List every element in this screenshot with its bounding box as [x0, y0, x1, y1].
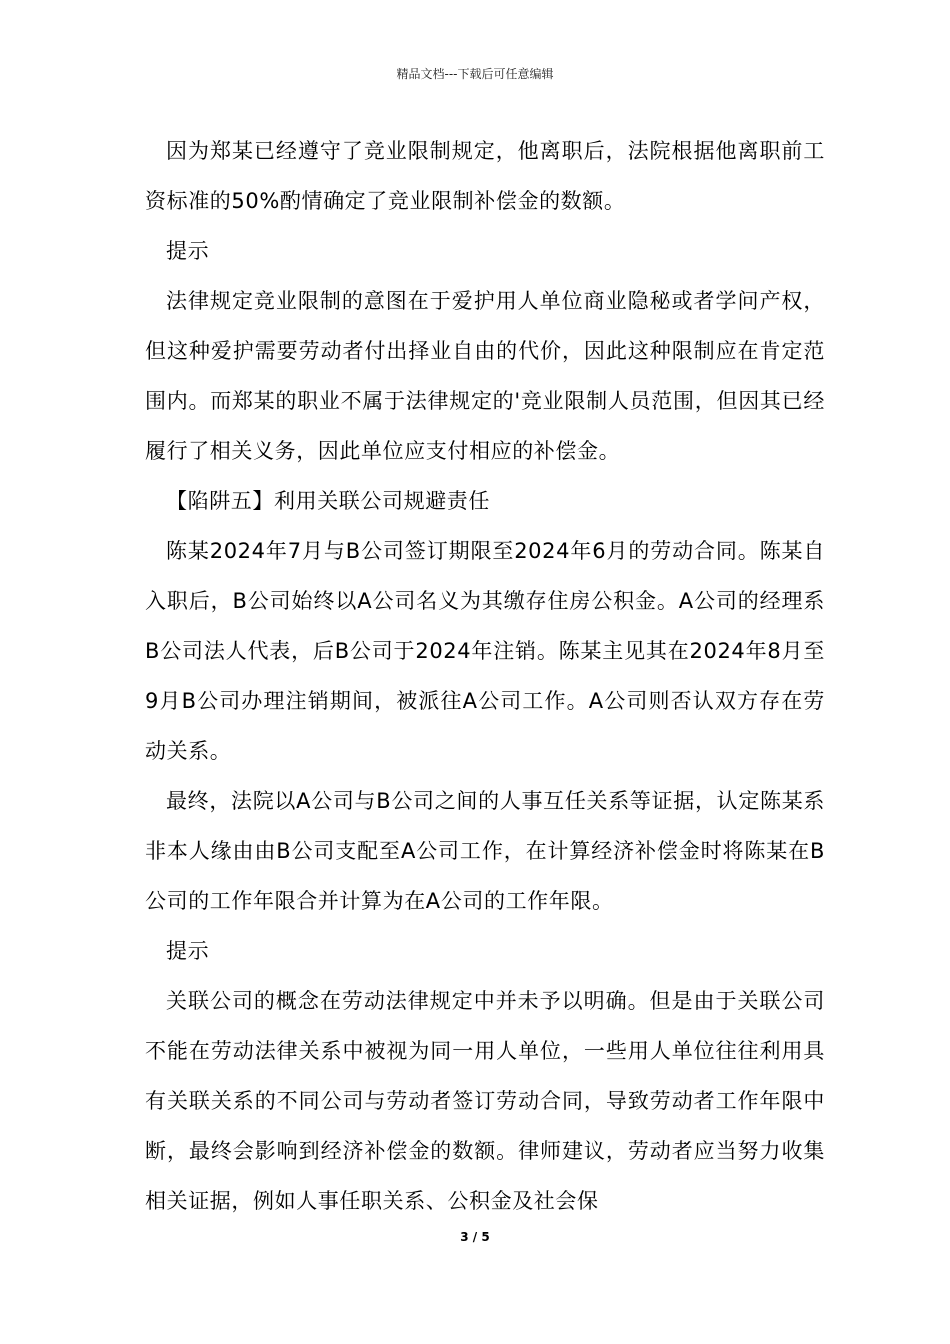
paragraph-affiliate-tip: 关联公司的概念在劳动法律规定中并未予以明确。但是由于关联公司不能在劳动法律关系中被视为同一用人单位，一些用人单位往往利用具有关联关系的不同公司与劳动者签订劳动合同，导致劳动者工作年限中断，最终会影响到经济补偿金的数额。律师建议，劳动者应当努力收集相关证据，例如人事任职关系、公积金及社会保: [145, 989, 825, 1213]
document-body: [145, 126, 825, 1226]
paragraph-chen-case: 陈某2024年7月与B公司签订期限至2024年6月的劳动合同。陈某自入职后，B公司始终以A公司名义为其缴存住房公积金。A公司的经理系B公司法人代表，后B公司于2024年注销。陈某主见其在2024年8月至9月B公司办理注销期间，被派往A公司工作。A公司则否认双方存在劳动关系。: [145, 539, 825, 763]
paragraph-chen-ruling: 最终，法院以A公司与B公司之间的人事互任关系等证据，认定陈某系非本人缘由由B公司支配至A公司工作，在计算经济补偿金时将陈某在B公司的工作年限合并计算为在A公司的工作年限。: [145, 789, 825, 913]
paragraph-non-compete-tip: 法律规定竞业限制的意图在于爱护用人单位商业隐秘或者学问产权，但这种爱护需要劳动者付出择业自由的代价，因此这种限制应在肯定范围内。而郑某的职业不属于法律规定的'竞业限制人员范围，但因其已经履行了相关义务，因此单位应支付相应的补偿金。: [145, 289, 825, 463]
page-header: 精品文档---下载后可任意编辑: [396, 67, 554, 81]
section-heading-trap-five: 【陷阱五】利用关联公司规避责任: [166, 489, 490, 513]
paragraph-tip-heading-2: 提示: [166, 939, 210, 963]
paragraph-non-compete-ruling: 因为郑某已经遵守了竞业限制规定，他离职后，法院根据他离职前工资标准的50%酌情确定了竞业限制补偿金的数额。: [145, 139, 825, 213]
page-number: 3 / 5: [460, 1230, 490, 1244]
paragraph-tip-heading-1: 提示: [166, 239, 210, 263]
